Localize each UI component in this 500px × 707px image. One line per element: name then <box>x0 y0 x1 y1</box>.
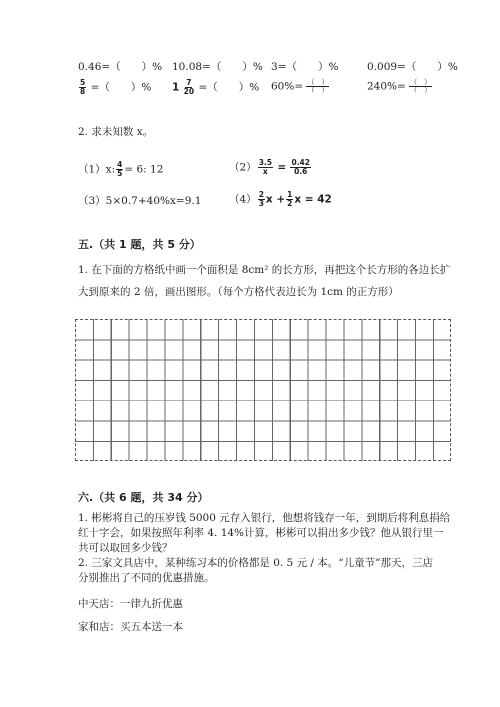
question-2-title: 2. 求未知数 x。 <box>78 126 154 138</box>
numerator: 2 <box>258 190 264 199</box>
equals-sign: = <box>277 161 287 174</box>
denominator: 5 <box>117 169 123 178</box>
conversion-4: 0.009=（ ）% <box>367 61 458 73</box>
denominator: 0.6 <box>294 167 308 176</box>
problem-2-line-2: 分别推出了不同的优惠措施。 <box>78 572 215 584</box>
blank-fraction <box>306 79 329 94</box>
fraction <box>184 79 194 96</box>
expression-tail: =（ ）% <box>198 81 260 94</box>
numerator: 4 <box>117 160 123 169</box>
numerator: 7 <box>186 78 192 87</box>
denominator: （ ） <box>410 86 432 94</box>
equation-prefix: （2） <box>229 161 257 174</box>
store-1: 中天店：一律九折优惠 <box>78 598 183 610</box>
numerator: 1 <box>287 190 293 199</box>
conversion-5 <box>78 79 151 96</box>
fraction <box>258 191 265 208</box>
equation-1 <box>78 161 163 178</box>
blank-fraction <box>409 79 432 94</box>
numerator: 0.42 <box>291 158 310 167</box>
expression-lead: 60%= <box>271 80 304 93</box>
problem-2-line-1: 2. 三家文具店中，某种练习本的价格都是 0. 5 元 / 本。“儿童节”那天，三店 <box>78 557 434 569</box>
fraction <box>79 79 86 96</box>
denominator: （ ） <box>307 86 329 94</box>
equation-suffix: = 6: 12 <box>124 163 164 176</box>
equation-2 <box>229 159 312 176</box>
equation-4 <box>229 191 332 208</box>
problem-1-line-1: 1. 彬彬将自己的压岁钱 5000 元存入银行，他想将钱存一年，到期后将利息捐给 <box>78 512 451 524</box>
section-6-heading: 六.（共 6 题，共 34 分） <box>78 491 209 504</box>
conversion-7 <box>271 79 329 94</box>
problem-1-line-3: 共可以取回多少钱？ <box>78 542 173 554</box>
equation-3: （3）5×0.7+40%x=9.1 <box>78 195 202 207</box>
fraction <box>116 161 123 178</box>
conversion-1: 0.46=（ ）% <box>78 61 163 73</box>
denominator: 20 <box>183 87 195 96</box>
denominator: 3 <box>258 199 264 208</box>
denominator: x <box>262 167 268 176</box>
fraction <box>258 159 273 176</box>
denominator: 8 <box>80 87 86 96</box>
problem-1-line-2: 红十字会，如果按照年利率 4. 14%计算，彬彬可以捐出多少钱？他从银行里一 <box>78 527 444 539</box>
equation-prefix: （4） <box>229 193 257 206</box>
expression-lead: 240%= <box>367 80 406 93</box>
denominator: 2 <box>287 199 293 208</box>
section-5-heading: 五.（共 1 题，共 5 分） <box>78 238 201 251</box>
expression-tail: =（ ）% <box>90 81 152 94</box>
section-5-line-1: 1. 在下面的方格纸中画一个面积是 8cm² 的长方形，再把这个长方形的各边长扩 <box>78 264 451 276</box>
equation-prefix: （1）x: <box>78 163 116 176</box>
store-2: 家和店：买五本送一本 <box>78 621 183 633</box>
fraction <box>290 159 311 176</box>
fraction <box>286 191 293 208</box>
numerator: （ ） <box>307 78 329 86</box>
conversion-6 <box>172 79 259 96</box>
numerator: 3.5 <box>258 158 272 167</box>
equation-middle: x + <box>265 193 286 206</box>
conversion-2: 10.08=（ ）% <box>172 61 263 73</box>
conversion-3: 3=（ ）% <box>271 61 339 73</box>
conversion-8 <box>367 79 432 94</box>
numerator: （ ） <box>410 78 432 86</box>
whole-number: 1 <box>172 81 180 94</box>
numerator: 5 <box>80 78 86 87</box>
square-grid-paper[interactable] <box>75 319 451 461</box>
section-5-line-2: 大到原来的 2 倍，画出图形。（每个方格代表边长为 1cm 的正方形） <box>78 286 399 298</box>
equation-suffix: x = 42 <box>294 193 332 206</box>
